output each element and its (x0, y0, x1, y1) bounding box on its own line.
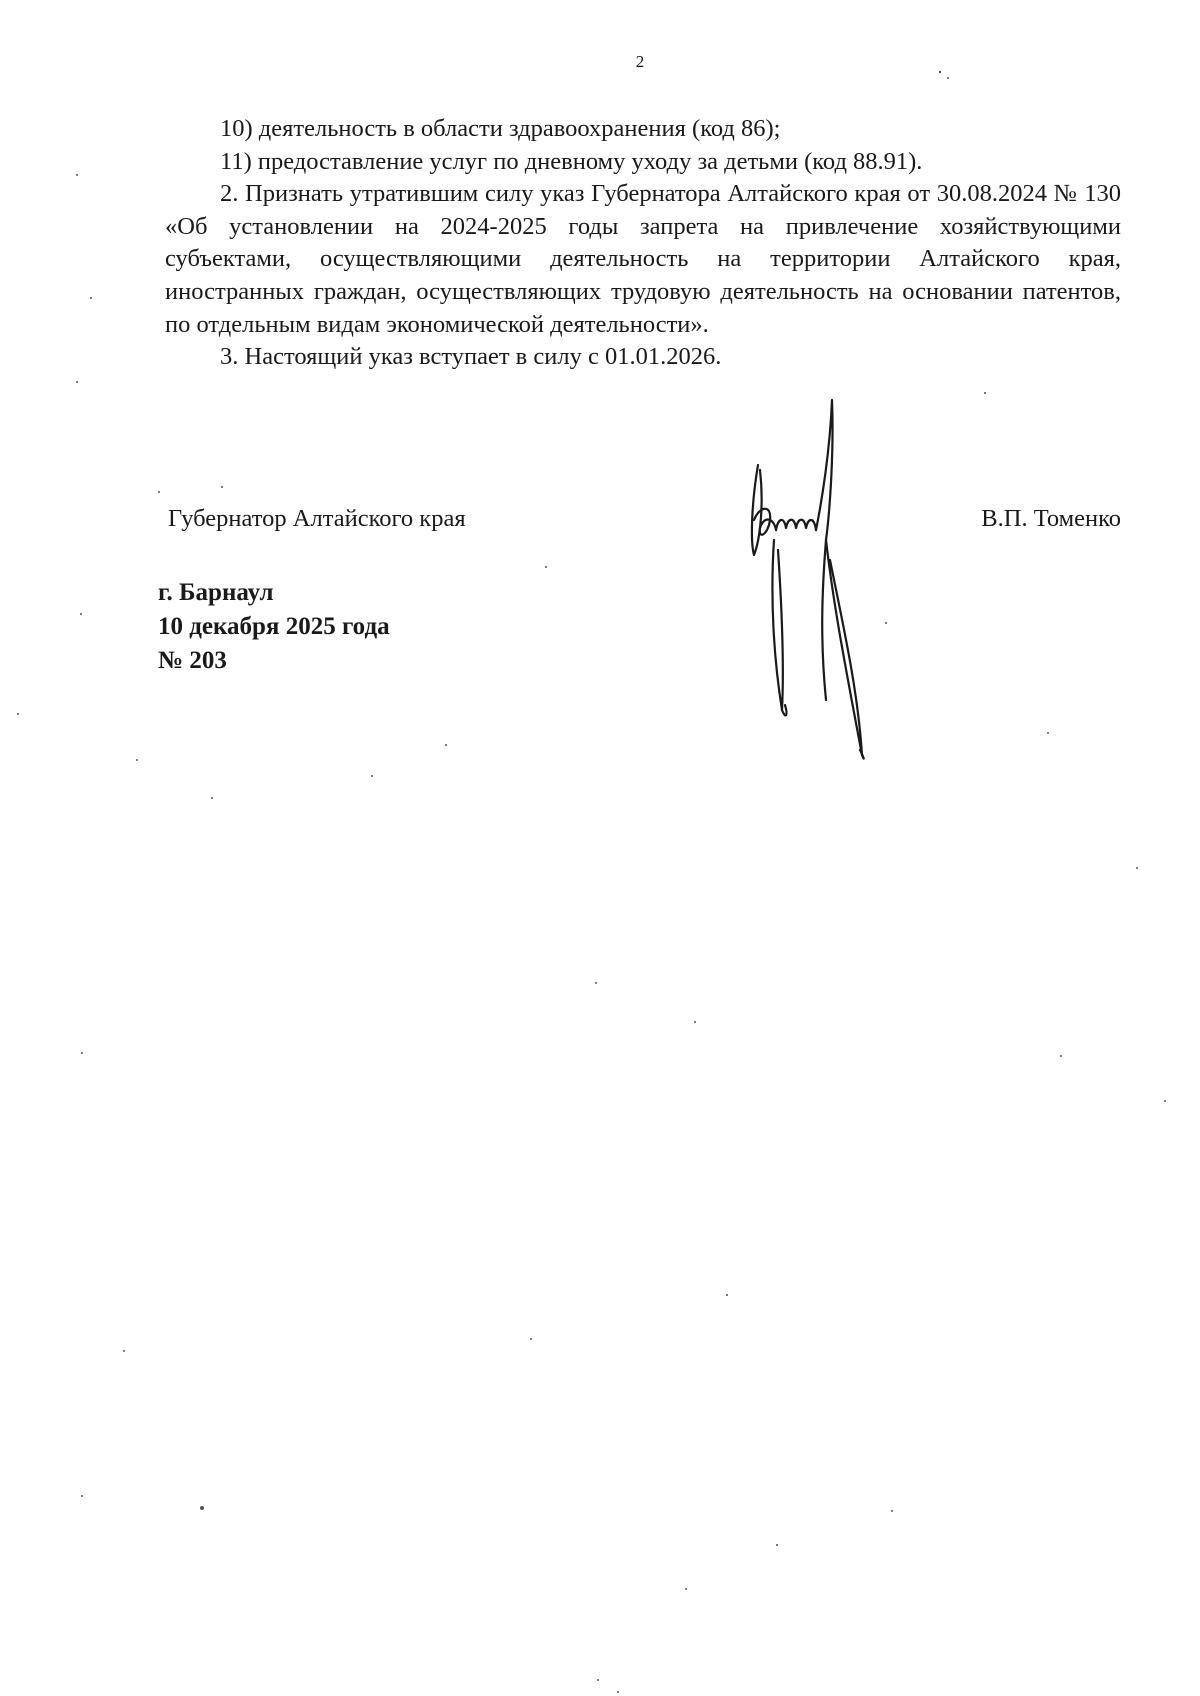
paragraph-2: 2. Признать утратившим силу указ Губернатора Алтайского края от 30.08.2024 № 130 «Об установлении на 2024-2025 годы запрета на привлечение хозяйствующими субъектами, осуществляющими деятельность на территории Алтайского края, иностранных граждан, осуществляющих трудовую деятельность на основании патентов, по отдельным видам экономической деятельности». (165, 180, 1121, 338)
issue-details (158, 576, 390, 678)
decree-number: № 203 (158, 647, 227, 674)
signer-position: Губернатор Алтайского края (168, 505, 466, 532)
issue-city: г. Барнаул (158, 579, 274, 606)
issue-date: 10 декабря 2025 года (158, 613, 390, 640)
list-item-11: 11) предоставление услуг по дневному уходу за детьми (код 88.91). (220, 147, 923, 175)
handwritten-signature (730, 390, 920, 800)
page-number: 2 (635, 52, 645, 71)
paragraph-3: 3. Настоящий указ вступает в силу с 01.01.2026. (220, 343, 722, 371)
decree-body (165, 113, 1121, 374)
list-item-10: 10) деятельность в области здравоохранения (код 86); (220, 115, 781, 142)
signer-name: В.П. Томенко (981, 505, 1121, 532)
